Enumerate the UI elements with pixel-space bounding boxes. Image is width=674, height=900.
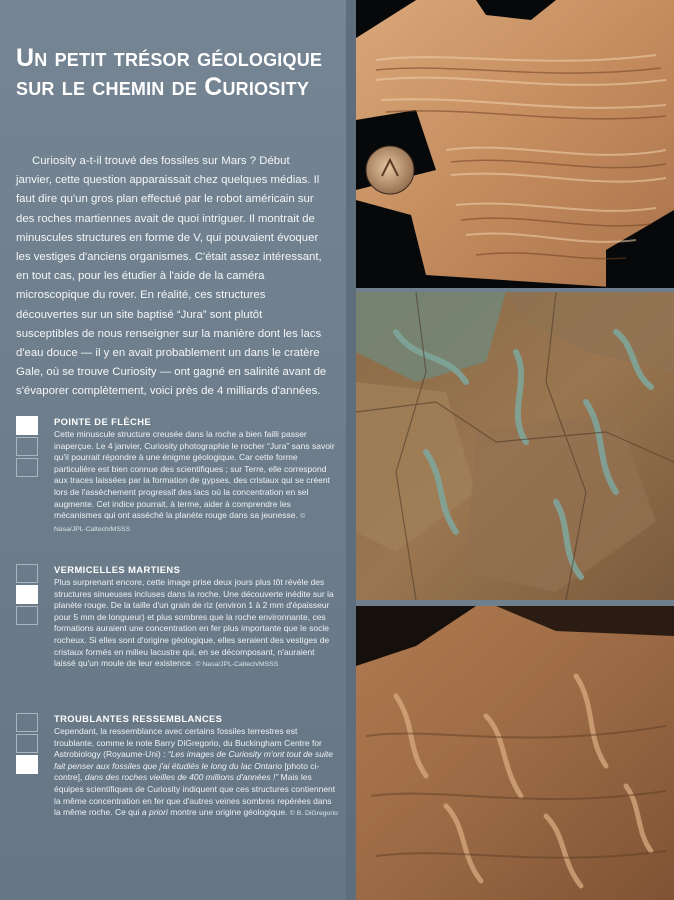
section-text: Cette minuscule structure creusée dans la roche a bien failli passer inaperçue. Le 4 janvier, Curiosity photographie le rocher “Jura” sans savoir qu'il pourrait répondre à une énigme géologique. Car cette forme particulière est bien connue des scientifiques ; sur Terre, elle correspond aux traces laissées par la formation de gypses, des cristaux qui se créent lors de l'assèchement progressif des lacs où la concentration en sel augmente. Cet indice pourrait, à terme, aider à comprendre les mécanismes qui ont asséché la planète rouge dans sa jeunesse. bbox=[54, 429, 335, 521]
marker-3 bbox=[16, 606, 38, 625]
marker-1 bbox=[16, 713, 38, 732]
section-text-start: Cependant, la ressemblance avec certains fossiles terrestres est troublante, comme le note Barry DiGregorio, du Buckingham Centre for Astrobiology (Royaume-Uni) : bbox=[54, 726, 322, 760]
photo-ontario-fossil-rock bbox=[356, 606, 674, 900]
ontario-rock-image bbox=[356, 606, 674, 900]
photo-jura-rock-mosaic bbox=[356, 0, 674, 288]
section-troublantes-ressemblances bbox=[16, 713, 338, 863]
section-body bbox=[54, 429, 338, 535]
section-vermicelles-martiens bbox=[16, 564, 332, 704]
section-markers bbox=[16, 713, 38, 776]
section-italic-word: a priori bbox=[141, 807, 168, 818]
section-body bbox=[54, 577, 338, 671]
section-body bbox=[54, 726, 338, 820]
section-text-end: montre une origine géologique. bbox=[167, 807, 288, 818]
article-intro: Curiosity a-t-il trouvé des fossiles sur Mars ? Début janvier, cette question apparaissait chez quelques médias. Il faut dire qu'un gros plan effectué par le robot américain sur des roches martiennes avait de quoi intriguer. Il montrait de minuscules structures en forme de V, qui pouvaient évoquer les vestiges d'anciens organismes. C'était assez intéressant, en tout cas, pour les étudier à l'aide de la caméra microscopique du rover. En réalité, ces structures découvertes sur un site baptisé “Jura” sont plutôt susceptibles de nous renseigner sur la manière dont les lacs d'eau douce — il y en avait probablement un dans le cratère Gale, où se trouve Curiosity — ont gagné en salinité avant de s'évaporer complètement, voici près de 4 milliards d'années. bbox=[16, 155, 327, 398]
marker-2 bbox=[16, 734, 38, 753]
marker-2-active bbox=[16, 585, 38, 604]
marker-2 bbox=[16, 437, 38, 456]
article-title: Un petit trésor géologique sur le chemin de Curiosity bbox=[16, 44, 323, 101]
marker-1 bbox=[16, 564, 38, 583]
section-text: Plus surprenant encore, cette image prise deux jours plus tôt révèle des structures sinueuses incluses dans la roche. Une découverte inédite sur la planète rouge. De la taille d'un grain de riz (environ 1 à 2 mm d'épaisseur pour 5 mm de longueur) et plus sombres que la roche environnante, ces formations auraient une concentration en fer plus importante que le socle rocheux. Si elles sont d'origine géologique, elles seraient des vestiges de cristaux formés en milieu lacustre qui, en se décomposant, n'auraient laissé qu'un moule de leur existence. bbox=[54, 577, 334, 669]
rock-mosaic-image bbox=[356, 0, 674, 288]
photo-credit: © Nasa/JPL-Caltech/MSSS bbox=[54, 513, 306, 533]
section-quote-a: “Les images de Curiosity m'ont tout de suite fait penser aux fossiles que j'ai étudiés le long du lac Ontario bbox=[54, 749, 333, 771]
photo-credit: © B. DiGregorio bbox=[289, 810, 338, 818]
section-title: VERMICELLES MARTIENS bbox=[54, 564, 181, 575]
section-markers bbox=[16, 416, 38, 479]
photo-vermicelli-rock bbox=[356, 292, 674, 600]
marker-3 bbox=[16, 458, 38, 477]
marker-1-active bbox=[16, 416, 38, 435]
column-divider bbox=[346, 0, 356, 900]
section-bracket: [photo ci-contre], bbox=[54, 760, 320, 783]
section-pointe-de-fleche bbox=[16, 416, 335, 556]
photo-credit: © Nasa/JPL-Caltech/MSSS bbox=[195, 661, 279, 669]
vermicelli-rock-image bbox=[356, 292, 674, 600]
section-title: TROUBLANTES RESSEMBLANCES bbox=[54, 713, 223, 724]
section-title: POINTE DE FLÈCHE bbox=[54, 416, 152, 427]
marker-3-active bbox=[16, 755, 38, 774]
section-text-mid: Mais les équipes scientifiques de Curiosity indiquent que ces structures contiennent la même concentration en fer que d'autres veines sombres repérées dans la même roche. Ce qui bbox=[54, 772, 336, 818]
section-markers bbox=[16, 564, 38, 627]
section-quote-b: dans des roches vieilles de 400 millions d'années !” bbox=[84, 772, 279, 783]
